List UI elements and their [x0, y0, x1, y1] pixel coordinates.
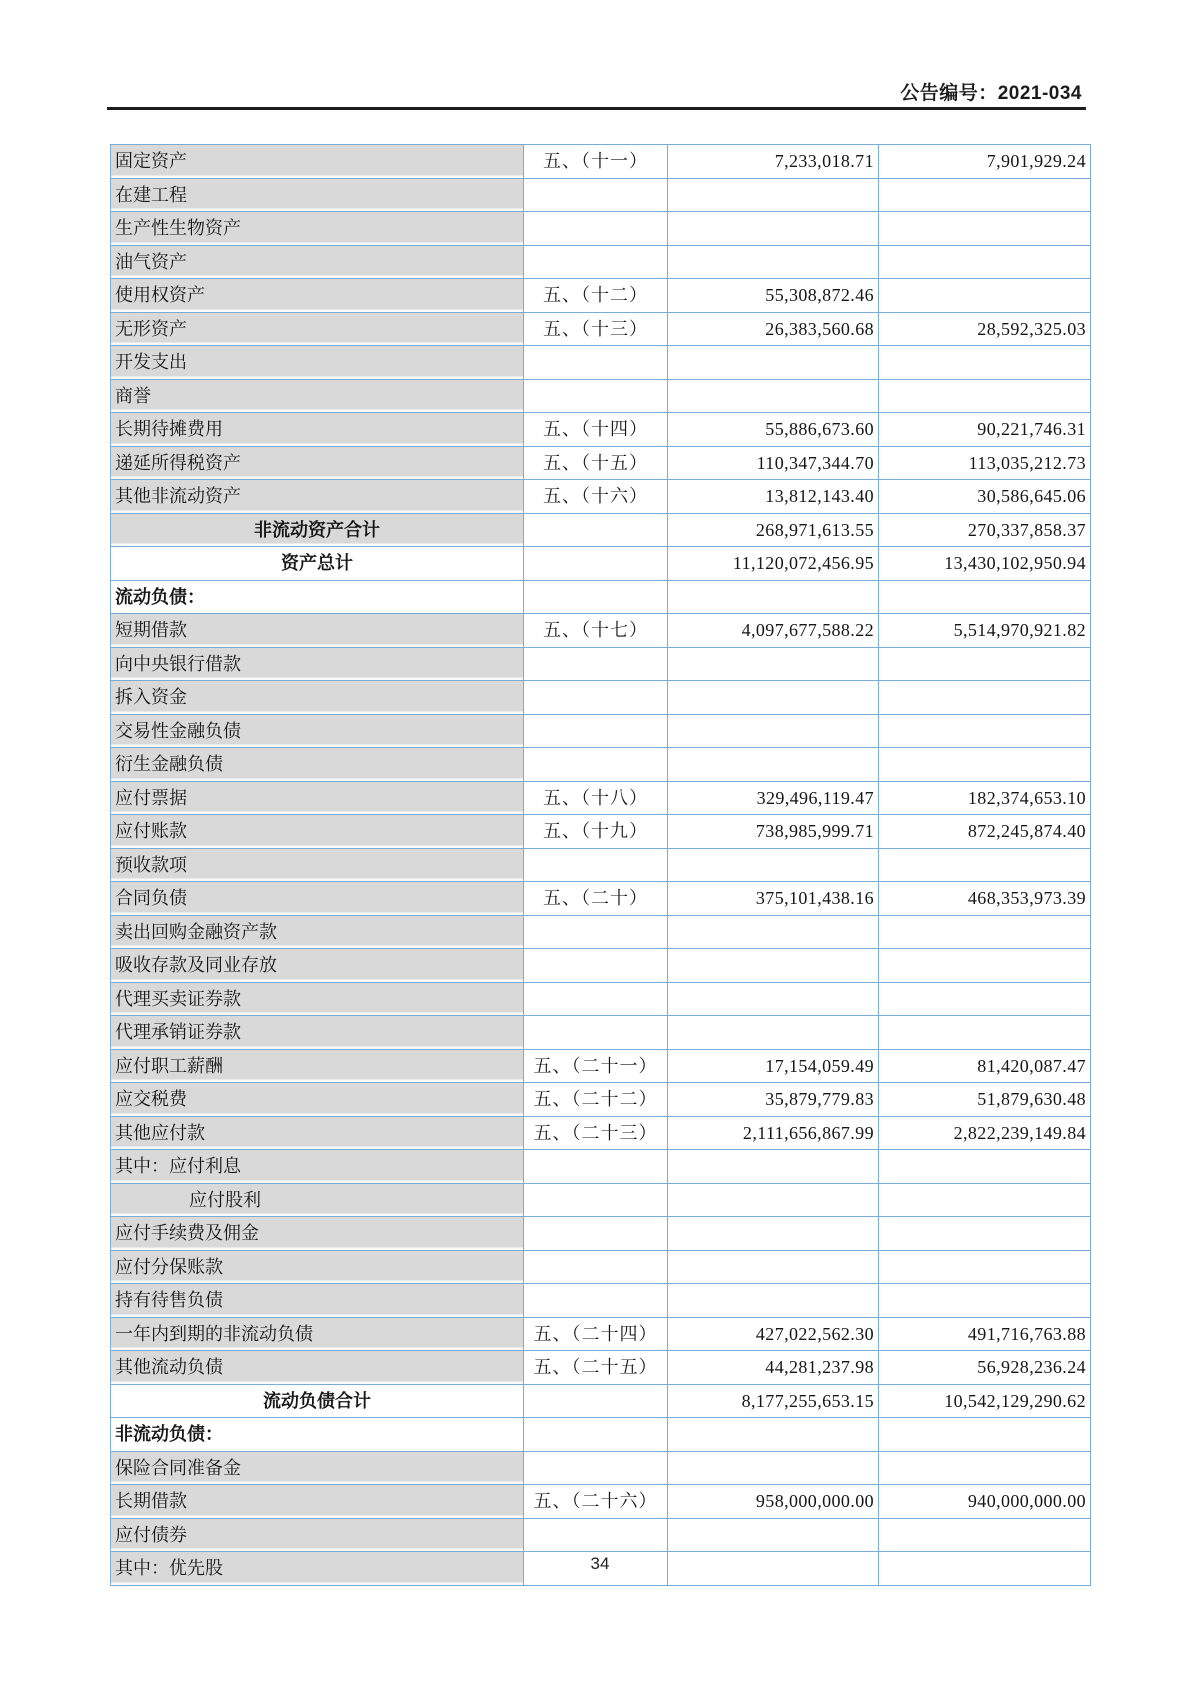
cell-label: 递延所得税资产 [111, 446, 524, 480]
table-row [111, 413, 1091, 447]
cell-current: 7,233,018.71 [668, 145, 879, 179]
table-row [111, 1284, 1091, 1318]
cell-note [524, 1183, 668, 1217]
cell-label: 应付账款 [111, 815, 524, 849]
cell-label: 长期借款 [111, 1485, 524, 1519]
cell-note [524, 982, 668, 1016]
cell-note: 五、（十八） [524, 781, 668, 815]
cell-note [524, 1016, 668, 1050]
cell-current: 958,000,000.00 [668, 1485, 879, 1519]
cell-label: 应付手续费及佣金 [111, 1217, 524, 1251]
cell-current: 427,022,562.30 [668, 1317, 879, 1351]
cell-note: 五、（十二） [524, 279, 668, 313]
cell-note [524, 848, 668, 882]
cell-previous: 2,822,239,149.84 [879, 1116, 1091, 1150]
table-row [111, 178, 1091, 212]
cell-current [668, 1150, 879, 1184]
table-row [111, 1217, 1091, 1251]
table-row [111, 1250, 1091, 1284]
cell-current [668, 1217, 879, 1251]
cell-label: 其中：优先股 [111, 1552, 524, 1586]
table-row [111, 1150, 1091, 1184]
cell-label: 应付债券 [111, 1518, 524, 1552]
table-row [111, 1485, 1091, 1519]
cell-current [668, 245, 879, 279]
cell-label: 卖出回购金融资产款 [111, 915, 524, 949]
cell-previous [879, 379, 1091, 413]
cell-previous [879, 1418, 1091, 1452]
cell-current [668, 178, 879, 212]
cell-current: 8,177,255,653.15 [668, 1384, 879, 1418]
table-row [111, 446, 1091, 480]
cell-label: 合同负债 [111, 882, 524, 916]
table-row [111, 614, 1091, 648]
cell-label: 流动负债： [111, 580, 524, 614]
cell-previous [879, 982, 1091, 1016]
table-row [111, 379, 1091, 413]
cell-label: 预收款项 [111, 848, 524, 882]
cell-previous: 13,430,102,950.94 [879, 547, 1091, 581]
cell-note [524, 1250, 668, 1284]
cell-current [668, 1183, 879, 1217]
cell-label: 向中央银行借款 [111, 647, 524, 681]
cell-previous [879, 915, 1091, 949]
cell-current [668, 949, 879, 983]
cell-previous [879, 212, 1091, 246]
cell-note [524, 178, 668, 212]
cell-label: 应交税费 [111, 1083, 524, 1117]
cell-current [668, 681, 879, 715]
cell-label: 一年内到期的非流动负债 [111, 1317, 524, 1351]
cell-note [524, 681, 668, 715]
cell-current [668, 379, 879, 413]
cell-label: 商誉 [111, 379, 524, 413]
cell-current [668, 982, 879, 1016]
table-row [111, 1317, 1091, 1351]
table-row [111, 513, 1091, 547]
cell-label: 开发支出 [111, 346, 524, 380]
cell-previous: 940,000,000.00 [879, 1485, 1091, 1519]
cell-label: 长期待摊费用 [111, 413, 524, 447]
cell-note [524, 513, 668, 547]
cell-note [524, 949, 668, 983]
cell-label: 持有待售负债 [111, 1284, 524, 1318]
table-row [111, 982, 1091, 1016]
table-row [111, 1384, 1091, 1418]
cell-current: 11,120,072,456.95 [668, 547, 879, 581]
cell-previous: 81,420,087.47 [879, 1049, 1091, 1083]
cell-current: 17,154,059.49 [668, 1049, 879, 1083]
cell-previous [879, 949, 1091, 983]
cell-current [668, 647, 879, 681]
cell-current [668, 848, 879, 882]
cell-note [524, 547, 668, 581]
cell-previous: 872,245,874.40 [879, 815, 1091, 849]
cell-note [524, 245, 668, 279]
cell-previous [879, 1183, 1091, 1217]
cell-current [668, 1418, 879, 1452]
cell-previous [879, 1150, 1091, 1184]
cell-label: 交易性金融负债 [111, 714, 524, 748]
cell-previous [879, 1016, 1091, 1050]
table-row [111, 346, 1091, 380]
balance-sheet-table [110, 144, 1091, 1586]
table-row [111, 647, 1091, 681]
cell-previous: 7,901,929.24 [879, 145, 1091, 179]
cell-note: 五、（二十四） [524, 1317, 668, 1351]
table-row [111, 1418, 1091, 1452]
cell-current: 110,347,344.70 [668, 446, 879, 480]
notice-number: 公告编号：2021-034 [900, 83, 1082, 104]
cell-note: 五、（二十六） [524, 1485, 668, 1519]
cell-previous [879, 245, 1091, 279]
cell-previous: 51,879,630.48 [879, 1083, 1091, 1117]
cell-label: 非流动资产合计 [111, 513, 524, 547]
cell-note [524, 748, 668, 782]
cell-current: 738,985,999.71 [668, 815, 879, 849]
table-row [111, 1049, 1091, 1083]
cell-previous: 468,353,973.39 [879, 882, 1091, 916]
cell-note [524, 1217, 668, 1251]
cell-previous: 113,035,212.73 [879, 446, 1091, 480]
cell-note: 五、（二十二） [524, 1083, 668, 1117]
cell-current: 44,281,237.98 [668, 1351, 879, 1385]
cell-previous: 28,592,325.03 [879, 312, 1091, 346]
table-row [111, 547, 1091, 581]
cell-label: 在建工程 [111, 178, 524, 212]
table-row [111, 1183, 1091, 1217]
cell-previous: 90,221,746.31 [879, 413, 1091, 447]
cell-previous [879, 1217, 1091, 1251]
cell-note: 五、（十七） [524, 614, 668, 648]
cell-label: 代理承销证券款 [111, 1016, 524, 1050]
table-row [111, 580, 1091, 614]
cell-label: 无形资产 [111, 312, 524, 346]
cell-label: 其他流动负债 [111, 1351, 524, 1385]
cell-current [668, 346, 879, 380]
table-row [111, 1083, 1091, 1117]
cell-label: 应付职工薪酬 [111, 1049, 524, 1083]
cell-current [668, 1284, 879, 1318]
cell-previous: 56,928,236.24 [879, 1351, 1091, 1385]
cell-label: 代理买卖证券款 [111, 982, 524, 1016]
cell-label: 衍生金融负债 [111, 748, 524, 782]
cell-label: 生产性生物资产 [111, 212, 524, 246]
cell-note [524, 714, 668, 748]
cell-current: 329,496,119.47 [668, 781, 879, 815]
page-number: 34 [590, 1554, 610, 1573]
cell-label: 保险合同准备金 [111, 1451, 524, 1485]
cell-current: 35,879,779.83 [668, 1083, 879, 1117]
cell-note: 五、（十五） [524, 446, 668, 480]
cell-note [524, 1418, 668, 1452]
cell-note [524, 580, 668, 614]
cell-label: 固定资产 [111, 145, 524, 179]
cell-note [524, 1518, 668, 1552]
cell-current: 375,101,438.16 [668, 882, 879, 916]
table-row [111, 1116, 1091, 1150]
cell-previous: 182,374,653.10 [879, 781, 1091, 815]
cell-note [524, 915, 668, 949]
cell-current: 26,383,560.68 [668, 312, 879, 346]
cell-label: 应付分保账款 [111, 1250, 524, 1284]
cell-current: 268,971,613.55 [668, 513, 879, 547]
cell-note [524, 1150, 668, 1184]
cell-previous: 5,514,970,921.82 [879, 614, 1091, 648]
cell-previous [879, 279, 1091, 313]
header-rule [107, 107, 1086, 110]
table-row [111, 1518, 1091, 1552]
table-row [111, 815, 1091, 849]
table-row [111, 681, 1091, 715]
cell-current [668, 580, 879, 614]
cell-label: 使用权资产 [111, 279, 524, 313]
cell-label: 其他应付款 [111, 1116, 524, 1150]
cell-current: 13,812,143.40 [668, 480, 879, 514]
table-row [111, 882, 1091, 916]
cell-previous: 491,716,763.88 [879, 1317, 1091, 1351]
table-row [111, 1016, 1091, 1050]
table-row [111, 245, 1091, 279]
cell-previous [879, 346, 1091, 380]
table-row [111, 279, 1091, 313]
cell-label: 其中：应付利息 [111, 1150, 524, 1184]
cell-note [524, 346, 668, 380]
cell-label: 应付票据 [111, 781, 524, 815]
cell-label: 资产总计 [111, 547, 524, 581]
cell-current [668, 1518, 879, 1552]
cell-label: 其他非流动资产 [111, 480, 524, 514]
table-row [111, 949, 1091, 983]
table-row [111, 1451, 1091, 1485]
cell-previous: 270,337,858.37 [879, 513, 1091, 547]
cell-previous [879, 1250, 1091, 1284]
cell-note [524, 1284, 668, 1318]
cell-current: 4,097,677,588.22 [668, 614, 879, 648]
cell-current [668, 1451, 879, 1485]
cell-current [668, 748, 879, 782]
cell-current [668, 915, 879, 949]
cell-note: 五、（二十一） [524, 1049, 668, 1083]
cell-note: 五、（二十五） [524, 1351, 668, 1385]
cell-note: 五、（十一） [524, 145, 668, 179]
table-row [111, 748, 1091, 782]
cell-note: 五、（十三） [524, 312, 668, 346]
cell-previous: 10,542,129,290.62 [879, 1384, 1091, 1418]
cell-previous [879, 748, 1091, 782]
cell-current [668, 714, 879, 748]
cell-label: 吸收存款及同业存放 [111, 949, 524, 983]
cell-note: 五、（十六） [524, 480, 668, 514]
cell-label: 油气资产 [111, 245, 524, 279]
cell-label: 流动负债合计 [111, 1384, 524, 1418]
cell-previous [879, 1284, 1091, 1318]
table-row [111, 915, 1091, 949]
cell-previous: 30,586,645.06 [879, 480, 1091, 514]
cell-note [524, 1384, 668, 1418]
cell-current [668, 1250, 879, 1284]
cell-previous [879, 178, 1091, 212]
table-row [111, 1351, 1091, 1385]
balance-sheet-table-body [111, 145, 1091, 1586]
cell-current: 55,308,872.46 [668, 279, 879, 313]
cell-note [524, 1451, 668, 1485]
table-row [111, 212, 1091, 246]
table-row [111, 714, 1091, 748]
table-row [111, 848, 1091, 882]
cell-label: 短期借款 [111, 614, 524, 648]
cell-current [668, 212, 879, 246]
table-row [111, 480, 1091, 514]
cell-previous [879, 647, 1091, 681]
table-row [111, 312, 1091, 346]
cell-previous [879, 1451, 1091, 1485]
cell-note: 五、（二十三） [524, 1116, 668, 1150]
cell-note [524, 379, 668, 413]
cell-note [524, 647, 668, 681]
cell-previous [879, 848, 1091, 882]
cell-note: 五、（二十） [524, 882, 668, 916]
cell-previous [879, 1518, 1091, 1552]
cell-note [524, 212, 668, 246]
cell-label: 应付股利 [111, 1183, 524, 1217]
table-row [111, 145, 1091, 179]
cell-current [668, 1016, 879, 1050]
cell-label: 非流动负债： [111, 1418, 524, 1452]
cell-previous [879, 681, 1091, 715]
cell-current: 55,886,673.60 [668, 413, 879, 447]
cell-note: 五、（十四） [524, 413, 668, 447]
cell-previous [879, 580, 1091, 614]
cell-label: 拆入资金 [111, 681, 524, 715]
cell-previous [879, 714, 1091, 748]
cell-current: 2,111,656,867.99 [668, 1116, 879, 1150]
cell-note: 五、（十九） [524, 815, 668, 849]
table-row [111, 781, 1091, 815]
